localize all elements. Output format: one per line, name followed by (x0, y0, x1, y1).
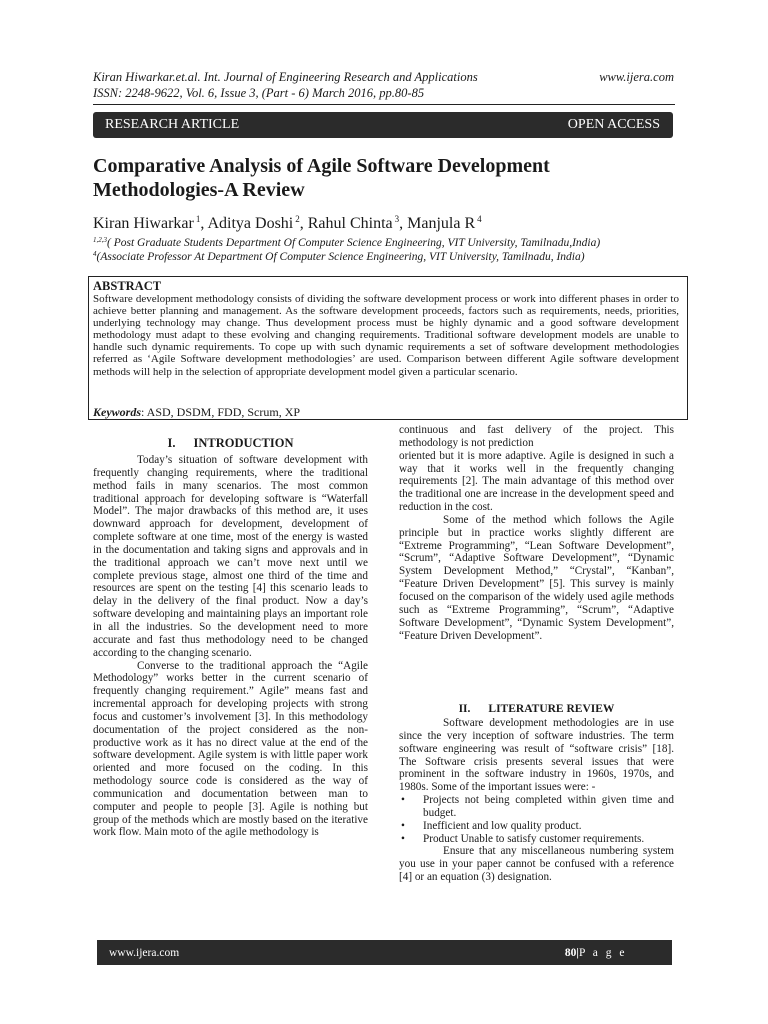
literature-paragraph-1: Software development methodologies are in use since the very inception of software industries. The term software engineering was result of “software crisis” [18]. The Software crisis presents several issues that were prominent in the software industry in 1960s, 1970s, and 1980s. Some of the important issues were: - (399, 717, 674, 794)
intro-paragraph-2: Converse to the traditional approach the “Agile Methodology” works better in the current scenario of frequently changing requirement.” Agile” means fast and incremental approach for developing projects with strong focus and customer’s involvement [3]. In this methodology documentation of the project considered as the non-productive work as it has no direct value at the end of the software development. Agile system is with little paper work oriented and more focused on the coding. In this methodology source code is considered as the way of communication and documentation between man to computer and people to people [3]. Agile is nothing but group of the methods which are mostly based on the iterative work flow. Main moto of the agile methodology is (93, 659, 368, 839)
author-affiliation-mark: 4 (477, 214, 482, 224)
left-column (93, 454, 368, 839)
section-title: LITERATURE REVIEW (488, 703, 615, 715)
paper-title (93, 154, 683, 202)
section-number: II. (458, 703, 471, 715)
header-divider (93, 104, 675, 105)
open-access-label: OPEN ACCESS (567, 117, 660, 132)
journal-citation: Kiran Hiwarkar.et.al. Int. Journal of Engineering Research and Applications (93, 70, 478, 84)
author-affiliation-mark: 3 (394, 214, 400, 224)
author-affiliation-mark: 2 (295, 214, 300, 224)
literature-review-body (399, 717, 674, 884)
page-footer (97, 940, 672, 965)
issues-list (399, 794, 674, 845)
abstract-text: Software development methodology consists of dividing the software development process or work into different phases in order to achieve better planning and management. As the software development proceeds, factors such as requirements, needs, priorities, underlying technology may change. Thus development process must be highly dynamic and a good software development methodology must adapt to these evolving and changing requirements. Traditional software development models are unable to handle such dynamic requirements. To cope up with such dynamic requirements a set of software development methodologies referred as ‘Agile Software development methodologies’ are used. Comparison between different Agile software development methods will help in the selection of appropriate development model given a particular scenario. (93, 293, 679, 378)
keywords-list: : ASD, DSDM, FDD, Scrum, XP (141, 405, 301, 419)
bullet-icon: • (401, 832, 405, 845)
article-type-banner (93, 112, 673, 138)
intro-paragraph-1: Today’s situation of software development with frequently changing requirements, where the traditional method fails in many scenarios. The most common traditional approach for developing software is “Waterfall Model”. The major drawbacks of this method are, it uses downward approach for development, development of complete software at one time, most of the energy is wasted in the documentation and taking signs and approvals and in the traditional approach we can’t move next until we complete previous stage, almost one third of the time and resources are spent on the testing [4] this scenario leads to delay in the delivery of the final product. Now a day’s software developing and maintaining plays an important role in all the industries. So the development need to more accurate and fast thus methodology need to be changed according to the changing scenario. (93, 454, 368, 659)
list-item (399, 794, 674, 820)
author-list (93, 209, 482, 234)
author-affiliation-mark: 1 (195, 214, 201, 224)
literature-paragraph-2: Ensure that any miscellaneous numbering system you use in your paper cannot be confused with a reference [4] or an equation (3) designation. (399, 845, 674, 884)
list-item-text: Projects not being completed within given time and budget. (423, 794, 674, 819)
list-item (399, 833, 674, 846)
list-item-text: Inefficient and low quality product. (423, 819, 582, 832)
author-separator: , (299, 215, 308, 232)
author-separator: , (399, 215, 408, 232)
section-heading-literature-review (399, 702, 674, 716)
author-separator: , (200, 215, 208, 232)
intro-paragraph-continued: continuous and fast delivery of the project. This methodology is not prediction (399, 424, 674, 449)
section-number: I. (167, 436, 176, 450)
paper-title-line-1: Comparative Analysis of Agile Software Development (93, 155, 550, 177)
research-article-label: RESEARCH ARTICLE (105, 117, 240, 132)
section-title: INTRODUCTION (193, 436, 294, 450)
intro-paragraph-continued-2: oriented but it is more adaptive. Agile is designed in such a way that it works well in the frequently changing requirements [2]. The main advantage of this method over the traditional one are increase in the development speed and reduction in the cost. (399, 449, 674, 514)
intro-paragraph-3: Some of the method which follows the Agile principle but in practice works slightly different are “Extreme Programming”, “Lean Software Development”, “Scrum”, “Adaptive Software Development”, “Dynamic System Development Method,” “Crystal”, “Kanban”, “Feature Driven Development” [5]. This survey is mainly focused on the comparison of the widely used agile methods such as “Extreme Programming”, “Scrum”, “Adaptive Software Development”, “Dynamic System Development”, “Feature Driven Development”. (399, 513, 674, 642)
bullet-icon: • (401, 819, 405, 832)
footer-website: www.ijera.com (109, 946, 180, 959)
paper-title-line-2: Methodologies-A Review (93, 179, 305, 201)
affiliation-mark: 4 (93, 250, 97, 258)
page-number (565, 947, 627, 959)
list-item-text: Product Unable to satisfy customer requirements. (423, 832, 645, 845)
journal-issn: ISSN: 2248-9622, Vol. 6, Issue 3, (Part - 6) March 2016, pp.80-85 (93, 86, 425, 100)
affiliation-professor (93, 248, 585, 264)
author-name: Kiran Hiwarkar (93, 215, 194, 232)
page-word: P a g e (578, 946, 627, 959)
list-item (399, 820, 674, 833)
bullet-icon: • (401, 794, 405, 807)
page-number-value: 80 (564, 946, 577, 959)
right-column (399, 424, 674, 642)
keywords-label: Keywords (93, 405, 141, 419)
author-name: Rahul Chinta (307, 215, 393, 232)
keywords-line (93, 405, 300, 419)
journal-website: www.ijera.com (599, 70, 674, 84)
affiliation-text: (Associate Professor At Department Of Computer Science Engineering, VIT University, Tamilnadu, India) (96, 251, 585, 263)
abstract-heading: ABSTRACT (93, 279, 162, 293)
page-separator: | (576, 946, 579, 959)
affiliation-text: ( Post Graduate Students Department Of Computer Science Engineering, VIT University, Tamilnadu,India) (107, 237, 601, 249)
section-heading-introduction (93, 436, 368, 450)
author-name: Aditya Doshi (207, 215, 294, 232)
affiliation-mark: 1,2,3 (93, 236, 107, 244)
author-name: Manjula R (407, 215, 476, 232)
